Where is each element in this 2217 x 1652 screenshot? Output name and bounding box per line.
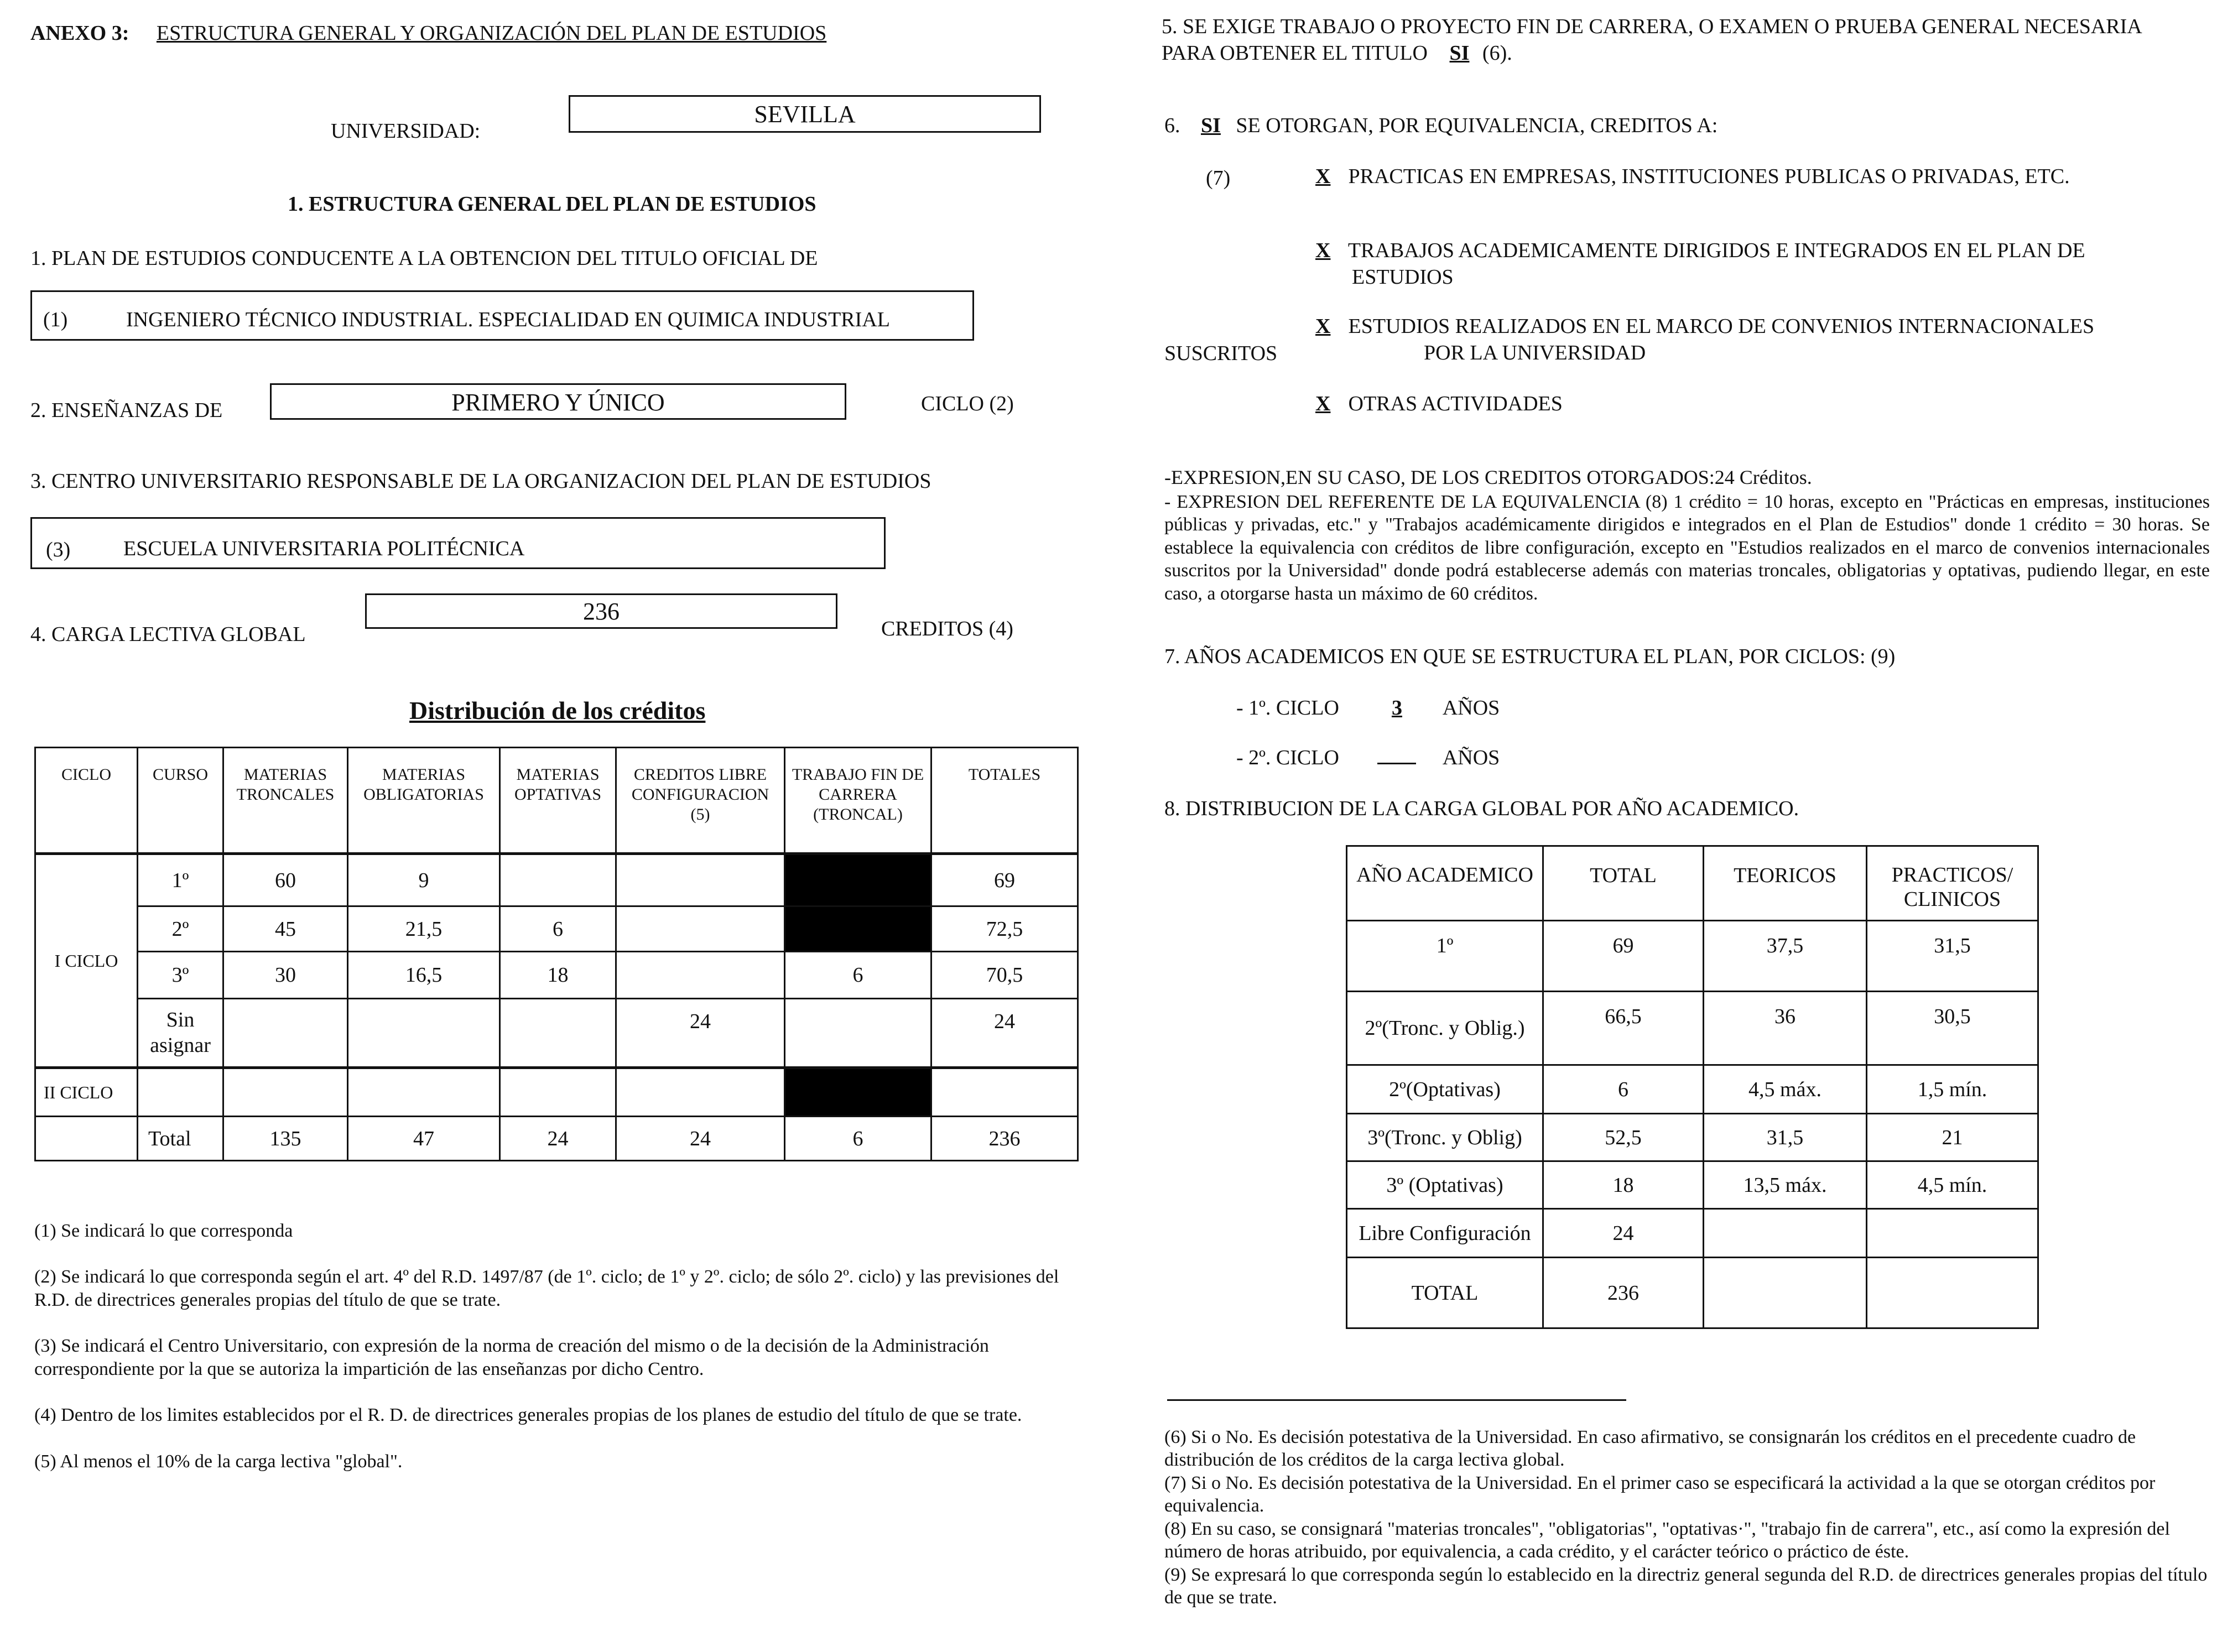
option-text: ESTUDIOS REALIZADOS EN EL MARCO DE CONVENIOS INTERNACIONALES bbox=[1348, 315, 2095, 338]
ac-cell bbox=[1867, 1209, 2038, 1258]
item1-value: INGENIERO TÉCNICO INDUSTRIAL. ESPECIALIDAD EN QUIMICA INDUSTRIAL bbox=[126, 308, 890, 331]
ac-cell: 3º(Tronc. y Oblig) bbox=[1347, 1114, 1543, 1161]
ac-cell: 4,5 máx. bbox=[1704, 1065, 1867, 1114]
ac-cell: 2º(Optativas) bbox=[1347, 1065, 1543, 1114]
dist-cell: 16,5 bbox=[348, 952, 500, 999]
item2-box bbox=[270, 383, 846, 420]
option-mark: X bbox=[1315, 165, 1331, 188]
ac-cell: 236 bbox=[1543, 1258, 1704, 1328]
option-3-pre: SUSCRITOS bbox=[1164, 342, 1278, 365]
dist-row bbox=[35, 952, 1078, 999]
dist-title: Distribución de los créditos bbox=[409, 696, 706, 725]
dist-cell bbox=[500, 999, 616, 1068]
ac-total-row bbox=[1347, 1258, 2038, 1328]
item2-label: 2. ENSEÑANZAS DE bbox=[30, 399, 223, 422]
dist-cell bbox=[616, 906, 785, 952]
dist-header-libre bbox=[616, 748, 785, 854]
dist-header-curso: CURSO bbox=[138, 748, 223, 854]
item7-ciclo2-blank bbox=[1377, 746, 1416, 764]
dist-cell bbox=[35, 1117, 138, 1161]
ac-row bbox=[1347, 1114, 2038, 1161]
footnote-8: (8) En su caso, se consignará "materias troncales", "obligatorias", "optativas·", "trabajo fin de carrera", etc., así como la expresión del número de horas atribuido, por equivalencia, a cada crédito, y el carácter teórico o práctico de éste. bbox=[1164, 1518, 2170, 1562]
ac-cell: 3º (Optativas) bbox=[1347, 1161, 1543, 1209]
item3-label: 3. CENTRO UNIVERSITARIO RESPONSABLE DE LA ORGANIZACION DEL PLAN DE ESTUDIOS bbox=[30, 470, 931, 493]
ac-cell: 4,5 mín. bbox=[1867, 1161, 2038, 1209]
item4-label: 4. CARGA LECTIVA GLOBAL bbox=[30, 623, 306, 646]
item7-ciclo2-unit: AÑOS bbox=[1442, 746, 1500, 769]
ac-cell: 52,5 bbox=[1543, 1114, 1704, 1161]
item3-value: ESCUELA UNIVERSITARIA POLITÉCNICA bbox=[123, 537, 525, 560]
option-text: TRABAJOS ACADEMICAMENTE DIRIGIDOS E INTEGRADOS EN EL PLAN DE bbox=[1347, 239, 2085, 262]
item1-label: 1. PLAN DE ESTUDIOS CONDUCENTE A LA OBTENCION DEL TITULO OFICIAL DE bbox=[30, 247, 818, 270]
academic-load-table bbox=[1346, 845, 2039, 1329]
dist-row bbox=[35, 854, 1078, 906]
dist-cell: 6 bbox=[500, 906, 616, 952]
item3-box bbox=[30, 517, 886, 569]
ac-cell: 6 bbox=[1543, 1065, 1704, 1114]
ac-header-total: TOTAL bbox=[1543, 846, 1704, 921]
option-mark: X bbox=[1315, 392, 1331, 415]
dist-header-ciclo: CICLO bbox=[35, 748, 138, 854]
dist-total-cell: 6 bbox=[785, 1117, 931, 1161]
dist-blocked-cell bbox=[785, 1068, 931, 1117]
dist-cell: 2º bbox=[138, 906, 223, 952]
dist-blocked-cell bbox=[785, 854, 931, 906]
footnote-3: (3) Se indicará el Centro Universitario, con expresión de la norma de creación del mismo o de la decisión de la Administración correspondiente por la que se autoriza la impartición de las enseñanzas por dicho Centro. bbox=[34, 1336, 989, 1379]
universidad-value: SEVILLA bbox=[754, 101, 856, 128]
item4-suffix: CREDITOS (4) bbox=[881, 617, 1013, 640]
footnote-1: (1) Se indicará lo que corresponda bbox=[34, 1221, 293, 1241]
footnote-7: (7) Si o No. Es decisión potestativa de la Universidad. En el primer caso se especificará la actividad a la que se otorgan créditos por equivalencia. bbox=[1164, 1472, 2156, 1516]
dist-header-trabajo: TRABAJO FIN DE CARRERA (TRONCAL) bbox=[785, 748, 931, 854]
item5-ref: (6). bbox=[1482, 41, 1512, 65]
item6-num: 6. bbox=[1164, 114, 1180, 137]
option-text-cont: ESTUDIOS bbox=[1352, 265, 1454, 289]
footnote-2: (2) Se indicará lo que corresponda según el art. 4º del R.D. 1497/87 (de 1º. ciclo; de 1º y 2º. ciclo; de sólo 2º. ciclo) y las previsiones del R.D. de directrices generales propias del título de que se trate. bbox=[34, 1267, 1059, 1310]
footnote-5: (5) Al menos el 10% de la carga lectiva "global". bbox=[34, 1451, 403, 1472]
dist-table bbox=[34, 747, 1079, 1161]
item7-ciclo2 bbox=[1236, 746, 1500, 771]
dist-cell: 69 bbox=[931, 854, 1078, 906]
item4-box bbox=[365, 593, 837, 629]
ac-cell: 30,5 bbox=[1867, 992, 2038, 1065]
dist-cell: Sin asignar bbox=[138, 999, 223, 1068]
option-mark: X bbox=[1315, 239, 1331, 262]
dist-cell: 45 bbox=[223, 906, 348, 952]
expresion-2: - EXPRESION DEL REFERENTE DE LA EQUIVALENCIA (8) 1 crédito = 10 horas, excepto en "Prácticas en empresas, instituciones públicas y privadas, etc." y "Trabajos académicamente dirigidos e integrados en el Plan de Estudios" donde 1 crédito = 30 horas. Se establece la equivalencia con créditos de libre configuración, excepto en "Estudios realizados en el marco de convenios internacionales suscritos por la Universidad" donde podrá establecerse además con materias troncales, obligatorias y optativas, pudiendo llegar, en este caso, a otorgarse hasta un máximo de 60 créditos. bbox=[1164, 492, 2210, 604]
option-text-cont: POR LA UNIVERSIDAD bbox=[1424, 341, 1646, 364]
ac-cell: 66,5 bbox=[1543, 992, 1704, 1065]
ac-cell: 37,5 bbox=[1704, 921, 1867, 992]
annex-heading bbox=[30, 21, 826, 46]
ac-cell bbox=[1704, 1209, 1867, 1258]
ac-cell bbox=[1704, 1258, 1867, 1328]
dist-total-cell: 24 bbox=[616, 1117, 785, 1161]
dist-total-cell: 24 bbox=[500, 1117, 616, 1161]
item4-value: 236 bbox=[583, 598, 620, 625]
dist-cell: 1º bbox=[138, 854, 223, 906]
ac-cell: 1,5 mín. bbox=[1867, 1065, 2038, 1114]
dist-cell bbox=[348, 1068, 500, 1117]
ac-cell bbox=[1867, 1258, 2038, 1328]
item6-option-3 bbox=[1315, 314, 2094, 366]
item6-text: SE OTORGAN, POR EQUIVALENCIA, CREDITOS A: bbox=[1236, 114, 1718, 137]
footnote-9: (9) Se expresará lo que corresponda según lo establecido en la directriz general segunda del R.D. de directrices generales propias del título de que se trate. bbox=[1164, 1564, 2208, 1608]
dist-row bbox=[35, 906, 1078, 952]
dist-header-totales: TOTALES bbox=[931, 748, 1078, 854]
item7-ciclo1 bbox=[1236, 696, 1500, 721]
dist-cell bbox=[223, 1068, 348, 1117]
right-footnotes bbox=[1164, 1426, 2210, 1609]
ac-cell: 21 bbox=[1867, 1114, 2038, 1161]
ac-row bbox=[1347, 1065, 2038, 1114]
item3-num: (3) bbox=[46, 538, 71, 561]
item5-answer: SI bbox=[1449, 41, 1470, 65]
footnote-divider bbox=[1167, 1399, 1626, 1401]
dist-cell bbox=[500, 1068, 616, 1117]
dist-cell bbox=[616, 952, 785, 999]
dist-ciclo-1: I CICLO bbox=[35, 854, 138, 1068]
left-footnotes bbox=[34, 1220, 1080, 1473]
item2-value: PRIMERO Y ÚNICO bbox=[451, 389, 665, 416]
dist-header-optativas: MATERIAS OPTATIVAS bbox=[500, 748, 616, 854]
dist-cell bbox=[616, 854, 785, 906]
dist-cell: 9 bbox=[348, 854, 500, 906]
ac-row bbox=[1347, 1209, 2038, 1258]
ac-cell: 2º(Tronc. y Oblig.) bbox=[1347, 992, 1543, 1065]
dist-header-obligatorias: MATERIAS OBLIGATORIAS bbox=[348, 748, 500, 854]
ac-cell: 1º bbox=[1347, 921, 1543, 992]
ac-row bbox=[1347, 992, 2038, 1065]
ac-cell: 31,5 bbox=[1704, 1114, 1867, 1161]
item7-title: 7. AÑOS ACADEMICOS EN QUE SE ESTRUCTURA EL PLAN, POR CICLOS: (9) bbox=[1164, 645, 1896, 668]
dist-total-cell: 236 bbox=[931, 1117, 1078, 1161]
dist-ciclo-2: II CICLO bbox=[35, 1068, 138, 1117]
item7-ciclo1-unit: AÑOS bbox=[1442, 696, 1500, 720]
item5-line2 bbox=[1162, 40, 2142, 67]
item6-option-4 bbox=[1315, 392, 1563, 417]
item2-suffix: CICLO (2) bbox=[921, 392, 1014, 415]
dist-cell: 60 bbox=[223, 854, 348, 906]
dist-cell bbox=[138, 1068, 223, 1117]
dist-total-cell: 135 bbox=[223, 1117, 348, 1161]
item5-line2-text: PARA OBTENER EL TITULO bbox=[1162, 41, 1428, 65]
dist-cell bbox=[931, 1068, 1078, 1117]
ac-row bbox=[1347, 921, 2038, 992]
dist-row bbox=[35, 999, 1078, 1068]
dist-total-row bbox=[35, 1117, 1078, 1161]
dist-header-troncales: MATERIAS TRONCALES bbox=[223, 748, 348, 854]
dist-cell: 3º bbox=[138, 952, 223, 999]
dist-cell bbox=[616, 1068, 785, 1117]
dist-header-libre-label: CREDITOS LIBRE CONFIGURACION bbox=[631, 765, 769, 804]
ac-cell: 18 bbox=[1543, 1161, 1704, 1209]
item7-ciclo1-label: - 1º. CICLO bbox=[1236, 696, 1339, 720]
dist-cell: 24 bbox=[616, 999, 785, 1068]
dist-cell bbox=[348, 999, 500, 1068]
ac-cell: 13,5 máx. bbox=[1704, 1161, 1867, 1209]
ac-header-ano: AÑO ACADEMICO bbox=[1347, 846, 1543, 921]
dist-cell: 70,5 bbox=[931, 952, 1078, 999]
option-text: OTRAS ACTIVIDADES bbox=[1348, 392, 1563, 415]
dist-cell: 72,5 bbox=[931, 906, 1078, 952]
option-text: PRACTICAS EN EMPRESAS, INSTITUCIONES PUBLICAS O PRIVADAS, ETC. bbox=[1348, 165, 2070, 188]
item1-box bbox=[30, 290, 974, 341]
dist-header-libre-ref: (5) bbox=[690, 805, 710, 824]
dist-cell: 30 bbox=[223, 952, 348, 999]
item5-line1: 5. SE EXIGE TRABAJO O PROYECTO FIN DE CARRERA, O EXAMEN O PRUEBA GENERAL NECESARIA bbox=[1162, 15, 2142, 38]
dist-row bbox=[35, 1068, 1078, 1117]
ac-cell: 36 bbox=[1704, 992, 1867, 1065]
section1-title: 1. ESTRUCTURA GENERAL DEL PLAN DE ESTUDIOS bbox=[288, 192, 816, 216]
item1-num: (1) bbox=[43, 308, 68, 331]
item7-ciclo1-value: 3 bbox=[1391, 696, 1402, 720]
ac-cell: 24 bbox=[1543, 1209, 1704, 1258]
ac-header-practicos: PRACTICOS/ CLINICOS bbox=[1867, 846, 2038, 921]
dist-cell bbox=[223, 999, 348, 1068]
annex-title: ESTRUCTURA GENERAL Y ORGANIZACIÓN DEL PLAN DE ESTUDIOS bbox=[156, 22, 827, 45]
ac-cell: TOTAL bbox=[1347, 1258, 1543, 1328]
dist-total-cell: 47 bbox=[348, 1117, 500, 1161]
item6-option-1 bbox=[1315, 164, 2070, 190]
footnote-6: (6) Si o No. Es decisión potestativa de la Universidad. En caso afirmativo, se consignarán los créditos en el precedente cuadro de distribución de los créditos de la carga lectiva global. bbox=[1164, 1427, 2136, 1471]
item6-answer: SI bbox=[1201, 114, 1221, 137]
footnote-4: (4) Dentro de los limites establecidos por el R. D. de directrices generales propias de los planes de estudio del título de que se trate. bbox=[34, 1405, 1022, 1426]
item8-title: 8. DISTRIBUCION DE LA CARGA GLOBAL POR AÑO ACADEMICO. bbox=[1164, 797, 1799, 820]
dist-blocked-cell bbox=[785, 906, 931, 952]
dist-cell bbox=[500, 854, 616, 906]
ac-cell: 69 bbox=[1543, 921, 1704, 992]
universidad-box bbox=[569, 95, 1041, 133]
ac-cell: 31,5 bbox=[1867, 921, 2038, 992]
universidad-label: UNIVERSIDAD: bbox=[331, 119, 481, 143]
ac-cell: Libre Configuración bbox=[1347, 1209, 1543, 1258]
annex-label: ANEXO 3: bbox=[30, 22, 129, 45]
dist-cell: 6 bbox=[785, 952, 931, 999]
ac-header-teoricos: TEORICOS bbox=[1704, 846, 1867, 921]
item6-heading bbox=[1164, 113, 1718, 139]
dist-cell bbox=[785, 999, 931, 1068]
ac-row bbox=[1347, 1161, 2038, 1209]
dist-cell: 24 bbox=[931, 999, 1078, 1068]
item6-ref: (7) bbox=[1206, 166, 1231, 190]
item7-ciclo2-label: - 2º. CICLO bbox=[1236, 746, 1339, 769]
expresion-1: -EXPRESION,EN SU CASO, DE LOS CREDITOS OTORGADOS:24 Créditos. bbox=[1164, 466, 1812, 488]
dist-cell: 18 bbox=[500, 952, 616, 999]
dist-total-label: Total bbox=[138, 1117, 223, 1161]
option-mark: X bbox=[1315, 315, 1331, 338]
item6-option-2 bbox=[1315, 238, 2085, 290]
dist-cell: 21,5 bbox=[348, 906, 500, 952]
item5 bbox=[1162, 14, 2142, 66]
